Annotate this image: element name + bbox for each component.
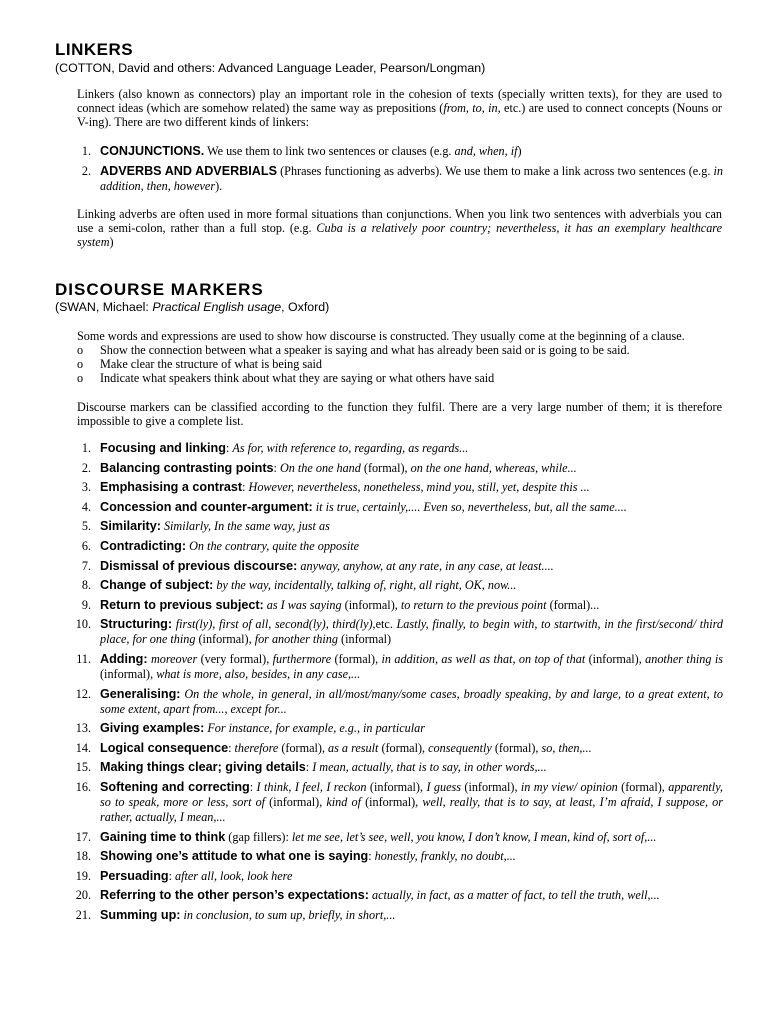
item-heading: Contradicting: xyxy=(100,538,187,553)
item-text: honestly, frankly, no doubt,... xyxy=(374,849,516,864)
list-item xyxy=(0,578,723,593)
item-text: (formal)... xyxy=(546,597,600,612)
item-text: On the contrary, quite the opposite xyxy=(189,538,360,553)
bullet-marker: o xyxy=(77,357,84,371)
item-text: therefore xyxy=(234,740,279,755)
item-number: 18. xyxy=(75,849,91,864)
list-item xyxy=(0,830,723,845)
item-number: 17. xyxy=(75,829,91,844)
bullet-marker: o xyxy=(77,371,84,385)
linkers-note xyxy=(77,207,722,249)
text-run: etc.) are used to connect concepts (Nouns or V-ing). There are two different kinds of linkers: xyxy=(77,101,722,129)
text-run: from, to, in, xyxy=(443,101,501,115)
item-number: 15. xyxy=(75,760,91,775)
bullet-item xyxy=(77,343,630,357)
item-text: etc. xyxy=(375,617,397,632)
list-item xyxy=(0,164,723,194)
list-item xyxy=(0,652,723,682)
item-text: I mean, actually, that is to say, in other words,... xyxy=(312,760,547,775)
bullet-item xyxy=(77,357,630,371)
item-text: On the one hand xyxy=(279,460,361,475)
item-heading: Structuring: xyxy=(100,617,173,632)
item-heading: Persuading xyxy=(100,868,169,883)
item-text: However, nevertheless, nonetheless, mind you, still, yet, despite this ... xyxy=(248,480,590,495)
item-text: let me see, let’s see, well, you know, I don’t know, I mean, kind of, sort of,... xyxy=(291,829,657,844)
item-number: 12. xyxy=(75,686,91,701)
item-text: : xyxy=(228,740,235,755)
list-item xyxy=(0,598,723,613)
item-heading: Similarity: xyxy=(100,519,161,534)
item-text: ) xyxy=(517,144,522,158)
item-text: Similarly, In the same way, just as xyxy=(163,519,330,534)
item-text: consequently xyxy=(428,740,492,755)
item-text: (informal), xyxy=(341,597,401,612)
item-number: 16. xyxy=(75,779,91,794)
text-run: Linking adverbs are often used in more formal situations than conjunctions. When you link two sentences with adverbials you can use a semi-colon, rather than a full stop. (e.g. xyxy=(77,207,722,235)
item-heading: ADVERBS AND ADVERBIALS xyxy=(100,164,277,178)
item-text: (formal), xyxy=(617,779,669,794)
item-text: (informal), xyxy=(460,779,521,794)
item-number: 9. xyxy=(81,597,91,612)
list-item xyxy=(0,559,723,574)
item-text: another thing is xyxy=(645,651,723,666)
text-run: (SWAN, Michael: xyxy=(55,300,153,314)
list-item xyxy=(0,760,723,775)
item-text: (informal), xyxy=(366,779,427,794)
item-text: (informal), xyxy=(585,651,646,666)
item-number: 13. xyxy=(75,721,91,736)
item-text: anyway, anyhow, at any rate, in any case, at least.... xyxy=(300,558,554,573)
item-text: first(ly), first of all, second(ly), third(ly), xyxy=(175,617,376,632)
item-heading: CONJUNCTIONS. xyxy=(100,144,205,158)
item-heading: Summing up: xyxy=(100,907,181,922)
item-text: ). xyxy=(215,179,223,193)
discourse-source xyxy=(55,300,329,314)
list-item xyxy=(0,461,723,476)
item-number: 8. xyxy=(81,578,91,593)
text-run: ) xyxy=(109,235,114,249)
item-text: : xyxy=(168,868,176,883)
discourse-markers-title: DISCOURSE MARKERS xyxy=(55,280,264,299)
item-heading: Adding: xyxy=(100,651,148,666)
list-item xyxy=(0,519,723,534)
item-text: I think, I feel, I reckon xyxy=(256,779,367,794)
item-text: what is more, also, besides, in any case,... xyxy=(156,666,361,681)
item-text: (formal), xyxy=(331,651,382,666)
discourse-bullets xyxy=(77,343,630,385)
item-number: 14. xyxy=(75,740,91,755)
item-text: on the one hand, whereas, while... xyxy=(410,460,577,475)
item-text: : xyxy=(225,441,233,455)
item-heading: Emphasising a contrast xyxy=(100,480,243,495)
item-text: actually, in fact, as a matter of fact, to tell the truth, well,... xyxy=(372,888,660,903)
item-text: to return to the previous point xyxy=(400,597,547,612)
item-text: (informal), xyxy=(360,794,423,809)
item-text: As for, with reference to, regarding, as regards... xyxy=(232,441,469,455)
item-heading: Return to previous subject: xyxy=(100,597,264,612)
bullet-text: Make clear the structure of what is being said xyxy=(100,357,323,371)
item-text: apparently, so to speak, more or less, sort of xyxy=(100,779,723,809)
item-number: 20. xyxy=(75,888,91,903)
list-item xyxy=(0,869,723,884)
discourse-markers-list xyxy=(0,441,723,927)
item-number: 1. xyxy=(81,144,91,158)
list-item xyxy=(0,617,723,647)
item-text: so, then,... xyxy=(541,740,592,755)
item-text: (Phrases functioning as adverbs). We use them to make a link across two sentences (e.g. xyxy=(276,164,714,178)
item-text: in my view/ opinion xyxy=(520,779,618,794)
item-heading: Referring to the other person’s expectations: xyxy=(100,888,369,903)
linkers-list xyxy=(0,144,723,199)
item-heading: Showing one’s attitude to what one is saying xyxy=(100,849,369,864)
linkers-title: LINKERS xyxy=(55,40,134,59)
item-text: and, when, if xyxy=(454,144,518,158)
linkers-intro xyxy=(77,87,722,129)
item-text: : xyxy=(368,849,375,864)
item-number: 1. xyxy=(81,441,91,455)
item-heading: Change of subject: xyxy=(100,578,214,593)
item-text: For instance, for example, e.g., in particular xyxy=(207,721,425,736)
item-text: (formal), xyxy=(378,740,429,755)
item-text: (informal), xyxy=(265,794,327,809)
item-number: 3. xyxy=(81,480,91,495)
item-text: : xyxy=(305,760,313,775)
list-item xyxy=(0,888,723,903)
item-text: : xyxy=(242,480,249,495)
item-heading: Making things clear; giving details xyxy=(100,760,306,775)
item-text: after all, look, look here xyxy=(175,868,293,883)
list-item xyxy=(0,780,723,825)
text-run: Cuba is a relatively poor country; nevertheless, it has an exemplary healthcare system xyxy=(77,221,722,249)
linkers-source: (COTTON, David and others: Advanced Language Leader, Pearson/Longman) xyxy=(55,61,486,75)
item-heading: Softening and correcting xyxy=(100,779,250,794)
discourse-intro xyxy=(77,329,737,343)
item-text: as I was saying xyxy=(266,597,342,612)
text-run: Some words and expressions are used to show how discourse is constructed. They usually come at the beginning of a clause. xyxy=(77,329,685,343)
item-number: 21. xyxy=(75,907,91,922)
item-number: 5. xyxy=(81,519,91,534)
text-run: , Oxford) xyxy=(281,300,330,314)
text-run: Linkers (also known as connectors) play an important role in the cohesion of texts (specially written texts), for they are used to connect ideas (which are somehow related) the same way as prepositions ( xyxy=(77,87,722,115)
item-text: : xyxy=(273,460,280,475)
item-text: (formal), xyxy=(278,740,329,755)
item-text: furthermore xyxy=(272,651,332,666)
item-text: : xyxy=(249,779,257,794)
item-text: (formal), xyxy=(491,740,542,755)
list-item xyxy=(0,500,723,515)
list-item xyxy=(0,144,723,159)
item-number: 4. xyxy=(81,499,91,514)
item-text: I guess xyxy=(426,779,461,794)
item-text: by the way, incidentally, talking of, right, all right, OK, now... xyxy=(216,578,517,593)
item-number: 11. xyxy=(76,651,91,666)
discourse-classify xyxy=(77,400,722,428)
text-run: Practical English usage xyxy=(152,300,282,314)
item-text: in addition, then, however xyxy=(100,164,723,193)
list-item xyxy=(0,480,723,495)
item-number: 19. xyxy=(75,868,91,883)
item-text: We use them to link two sentences or clauses (e.g. xyxy=(204,144,455,158)
text-run: Discourse markers can be classified according to the function they fulfil. There are a very large number of them; it is therefore impossible to give a complete list. xyxy=(77,400,722,428)
item-heading: Balancing contrasting points xyxy=(100,460,274,475)
item-text: (gap fillers): xyxy=(225,829,292,844)
item-heading: Gaining time to think xyxy=(100,829,226,844)
item-number: 2. xyxy=(81,164,91,178)
item-text: (informal), xyxy=(100,666,157,681)
item-text: kind of xyxy=(326,794,361,809)
item-number: 6. xyxy=(81,538,91,553)
list-item xyxy=(0,741,723,756)
item-heading: Giving examples: xyxy=(100,721,205,736)
bullet-text: Indicate what speakers think about what they are saying or what others have said xyxy=(100,371,495,385)
item-heading: Focusing and linking xyxy=(100,441,226,455)
item-text: for another thing xyxy=(254,632,338,647)
bullet-item xyxy=(77,371,630,385)
item-text: well, really, that is to say, at least, I’m afraid, I suppose, or rather, actually, I mean,... xyxy=(100,794,723,824)
item-text: On the whole, in general, in all/most/many/some cases, broadly speaking, by and large, to a great extent, to some extent, apart from..., except for... xyxy=(100,686,723,716)
list-item xyxy=(0,721,723,736)
bullet-text: Show the connection between what a speaker is saying and what has already been said or is going to be said. xyxy=(100,343,630,357)
item-number: 10. xyxy=(75,617,91,632)
list-item xyxy=(0,539,723,554)
item-heading: Concession and counter-argument: xyxy=(100,499,313,514)
item-heading: Generalising: xyxy=(100,686,181,701)
item-text: (formal), xyxy=(360,460,411,475)
item-text: in conclusion, to sum up, briefly, in short,... xyxy=(183,907,396,922)
item-text: it is true, certainly,.... Even so, nevertheless, but, all the same.... xyxy=(315,499,627,514)
item-heading: Dismissal of previous discourse: xyxy=(100,558,298,573)
item-text: as a result xyxy=(328,740,379,755)
item-text: in addition, as well as that, on top of that xyxy=(381,651,586,666)
bullet-marker: o xyxy=(77,343,84,357)
item-heading: Logical consequence xyxy=(100,740,229,755)
item-text: Lastly, finally, to begin with, to startwith, in the first/second/ third place, for one thing xyxy=(100,617,724,647)
item-number: 2. xyxy=(81,460,91,475)
item-text: (very formal), xyxy=(197,651,273,666)
item-text: moreover xyxy=(150,651,198,666)
list-item xyxy=(0,441,723,456)
list-item xyxy=(0,687,723,717)
list-item xyxy=(0,908,723,923)
list-item xyxy=(0,849,723,864)
item-text: (informal) xyxy=(337,632,392,647)
item-number: 7. xyxy=(81,558,91,573)
item-text: (informal), xyxy=(195,632,255,647)
